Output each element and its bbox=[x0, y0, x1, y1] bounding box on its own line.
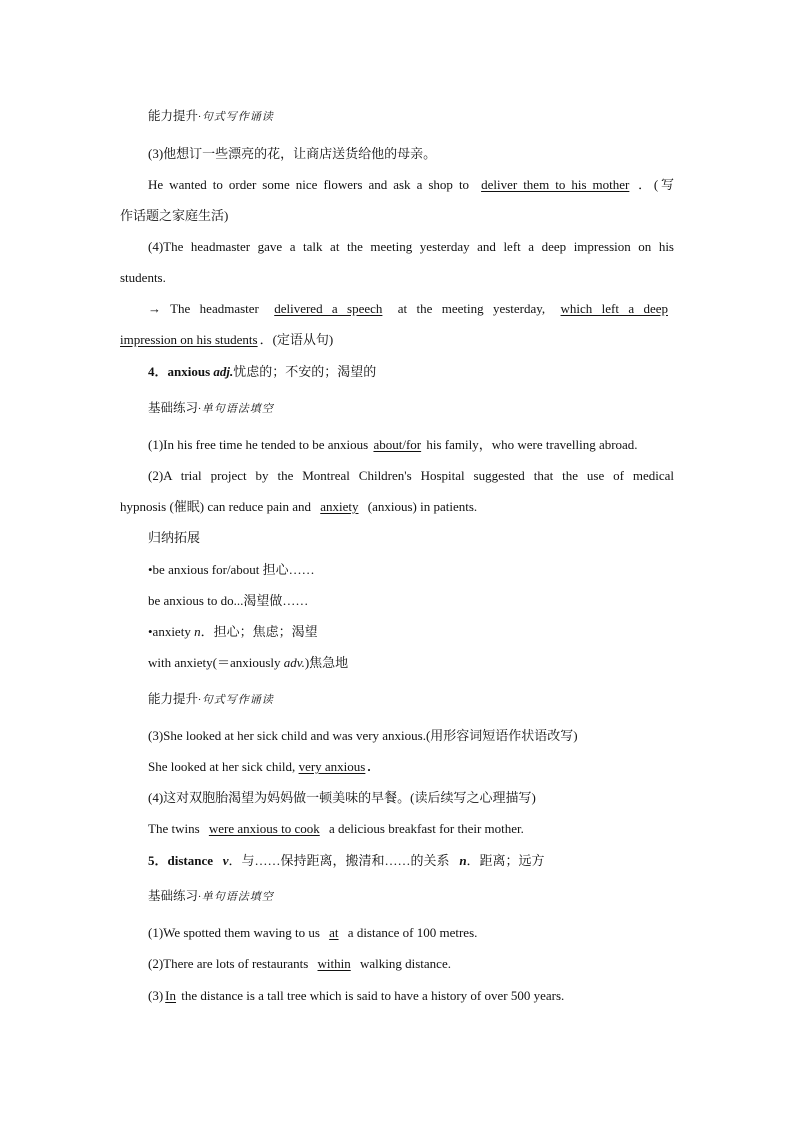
distance-q3: (3) In the distance is a tall tree which is said to have a history of over 500 years. bbox=[148, 988, 565, 1003]
rewrite-q3-answer: She looked at her sick child, very anxious . bbox=[148, 759, 371, 774]
summary-heading: 归纳拓展 bbox=[148, 530, 201, 545]
exercise-4-prompt-cont: students. bbox=[120, 270, 166, 285]
section-heading-basic: 基础练习·单句语法填空 bbox=[148, 889, 274, 903]
basic-q1: (1)In his free time he tended to be anxious about/for his family，who were travelling abroad. bbox=[148, 437, 638, 452]
section-heading-ability: 能力提升·句式写作诵读 bbox=[148, 692, 274, 706]
basic-q2-cont: hypnosis (催眠) can reduce pain and anxiety (anxious) in patients. bbox=[120, 499, 478, 514]
answer-blank: In bbox=[165, 988, 177, 1003]
distance-q2: (2)There are lots of restaurants within walking distance. bbox=[148, 956, 451, 971]
answer-blank: impression on his students bbox=[120, 332, 258, 347]
answer-blank: anxiety bbox=[320, 499, 359, 514]
summary-item: •be anxious for/about 担心…… bbox=[148, 562, 315, 577]
exercise-4-answer-cont: impression on his students ．(定语从句) bbox=[120, 332, 334, 347]
entry-heading-distance: 5．distance v．与……保持距离，搬清和……的关系 n．距离；远方 bbox=[148, 853, 545, 868]
basic-q2: (2)A trial project by the Montreal Children's Hospital suggested that the use of medical bbox=[148, 468, 674, 483]
distance-q1: (1)We spotted them waving to us at a distance of 100 metres. bbox=[148, 925, 478, 940]
answer-blank: delivered a speech bbox=[274, 301, 383, 316]
entry-heading-anxious: 4．anxious adj.忧虑的；不安的；渴望的 bbox=[148, 364, 377, 379]
section-heading-basic: 基础练习·单句语法填空 bbox=[148, 401, 274, 415]
answer-blank: were anxious to cook bbox=[208, 821, 320, 836]
summary-item: •anxiety n．担心；焦虑；渴望 bbox=[148, 624, 318, 639]
summary-item: be anxious to do...渴望做…… bbox=[148, 593, 309, 608]
exercise-3-prompt: (3)他想订一些漂亮的花，让商店送货给他的母亲。 bbox=[148, 146, 437, 161]
section-heading-ability: 能力提升·句式写作诵读 bbox=[148, 109, 274, 123]
arrow-icon: → bbox=[148, 301, 161, 316]
answer-blank: about/for bbox=[373, 437, 422, 452]
exercise-4-answer-line: → The headmaster delivered a speech at the meeting yesterday, which left a deep bbox=[148, 300, 674, 318]
summary-item: with anxiety(＝anxiously adv.)焦急地 bbox=[148, 655, 349, 670]
answer-blank: at bbox=[329, 925, 339, 940]
answer-blank: within bbox=[317, 956, 351, 971]
exercise-3-answer-line: He wanted to order some nice flowers and ask a shop to deliver them to his mother ．(写 bbox=[148, 177, 674, 192]
answer-blank: very anxious bbox=[298, 759, 366, 774]
rewrite-q4: (4)这对双胞胎渴望为妈妈做一顿美味的早餐。(读后续写之心理描写) bbox=[148, 790, 536, 805]
rewrite-q4-answer: The twins were anxious to cook a delicious breakfast for their mother. bbox=[148, 821, 524, 836]
exercise-4-prompt: (4)The headmaster gave a talk at the meeting yesterday and left a deep impression on his bbox=[148, 239, 674, 254]
answer-blank: deliver them to his mother bbox=[481, 177, 630, 192]
answer-blank: which left a deep bbox=[560, 301, 668, 316]
rewrite-q3: (3)She looked at her sick child and was very anxious.(用形容词短语作状语改写) bbox=[148, 728, 578, 743]
exercise-3-answer-cont: 作话题之家庭生活) bbox=[120, 208, 229, 223]
